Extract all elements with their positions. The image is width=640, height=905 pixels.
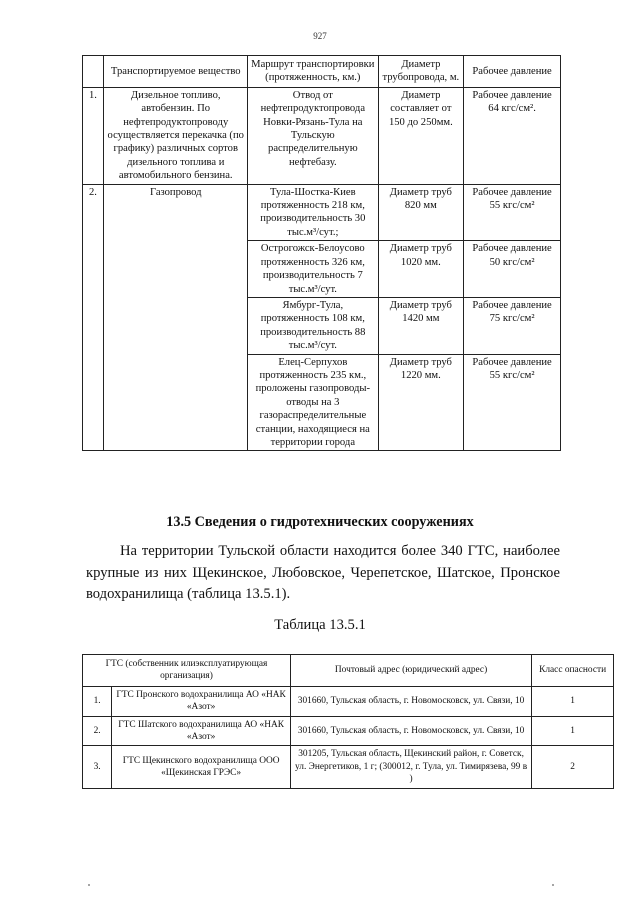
- row-number: 1.: [83, 87, 104, 184]
- header-number: [83, 56, 104, 88]
- org-cell: ГТС Пронского водохранилища АО «НАК «Азот»: [112, 686, 291, 716]
- address-cell: 301660, Тульская область, г. Новомосковск, ул. Связи, 10: [290, 716, 531, 746]
- route-cell: Тула-Шостка-Киев протяженность 218 км, производительность 30 тыс.м³/сут.;: [248, 184, 378, 241]
- header-address: Почтовый адрес (юридический адрес): [290, 655, 531, 687]
- table-header-row: [83, 56, 561, 88]
- pressure-cell: Рабочее давление 50 кгс/см²: [464, 241, 561, 298]
- address-cell: 301205, Тульская область, Щекинский район, г. Советск, ул. Энергетиков, 1 г; (300012, г. Тула, ул. Тимирязева, 99 в ): [290, 746, 531, 788]
- row-number: 2.: [83, 716, 112, 746]
- address-cell: 301660, Тульская область, г. Новомосковск, ул. Связи, 10: [290, 686, 531, 716]
- route-cell: Острогожск-Белоусово протяженность 326 км, производительность 7 тыс.м³/сут.: [248, 241, 378, 298]
- body-paragraph: На территории Тульской области находится более 340 ГТС, наиболее крупные из них Щекинское, Любовское, Черепетское, Шатское, Пронское водохранилища (таблица 13.5.1).: [86, 543, 560, 602]
- table-header-row: [83, 655, 614, 687]
- diameter-cell: Диаметр труб 820 мм: [378, 184, 464, 241]
- diameter-cell: Диаметр труб 1420 мм: [378, 297, 464, 354]
- row-number: 3.: [83, 746, 112, 788]
- scan-speck: [88, 884, 90, 886]
- substance-cell: Дизельное топливо, автобензин. По нефтепродуктопроводу осуществляется перекачка (по графику) различных сортов дизельного топлива и автомобильного бензина.: [104, 87, 248, 184]
- route-cell: Ямбург-Тула, протяженность 108 км, производительность 88 тыс.м³/сут.: [248, 297, 378, 354]
- table-caption: Таблица 13.5.1: [274, 617, 366, 633]
- substance-cell: Газопровод: [104, 184, 248, 451]
- page-number: 927: [313, 31, 327, 41]
- table-row: [83, 746, 614, 788]
- pressure-cell: Рабочее давление 55 кгс/см²: [464, 184, 561, 241]
- table-row: [83, 686, 614, 716]
- pressure-cell: Рабочее давление 75 кгс/см²: [464, 297, 561, 354]
- gts-table: [82, 654, 614, 789]
- table-row: [83, 87, 561, 184]
- org-cell: ГТС Шатского водохранилища АО «НАК «Азот»: [112, 716, 291, 746]
- table-row: [83, 716, 614, 746]
- header-substance: Транспортируемое вещество: [104, 56, 248, 88]
- header-pressure: Рабочее давление: [464, 56, 561, 88]
- org-cell: ГТС Щекинского водохранилища ООО «Щекинская ГРЭС»: [112, 746, 291, 788]
- diameter-cell: Диаметр труб 1020 мм.: [378, 241, 464, 298]
- pressure-cell: Рабочее давление 64 кгс/см².: [464, 87, 561, 184]
- pressure-cell: Рабочее давление 55 кгс/см²: [464, 354, 561, 451]
- header-route: Маршрут транспортировки (протяженность, км.): [248, 56, 378, 88]
- table-row: [83, 184, 561, 241]
- transport-table: [82, 55, 561, 451]
- row-number: 1.: [83, 686, 112, 716]
- class-cell: 1: [532, 716, 614, 746]
- class-cell: 2: [532, 746, 614, 788]
- route-cell: Отвод от нефтепродуктопровода Новки-Рязань-Тула на Тульскую распределительную нефтебазу.: [248, 87, 378, 184]
- class-cell: 1: [532, 686, 614, 716]
- scan-speck: [552, 884, 554, 886]
- header-class: Класс опасности: [532, 655, 614, 687]
- diameter-cell: Диаметр составляет от 150 до 250мм.: [378, 87, 464, 184]
- route-cell: Елец-Серпухов протяженность 235 км., проложены газопроводы-отводы на 3 газораспределительные станции, находящиеся на территории города: [248, 354, 378, 451]
- diameter-cell: Диаметр труб 1220 мм.: [378, 354, 464, 451]
- row-number: 2.: [83, 184, 104, 451]
- header-diameter: Диаметр трубопровода, м.: [378, 56, 464, 88]
- section-title: 13.5 Сведения о гидротехнических сооружениях: [166, 514, 474, 530]
- header-org: ГТС (собственник илиэксплуатирующая организация): [83, 655, 291, 687]
